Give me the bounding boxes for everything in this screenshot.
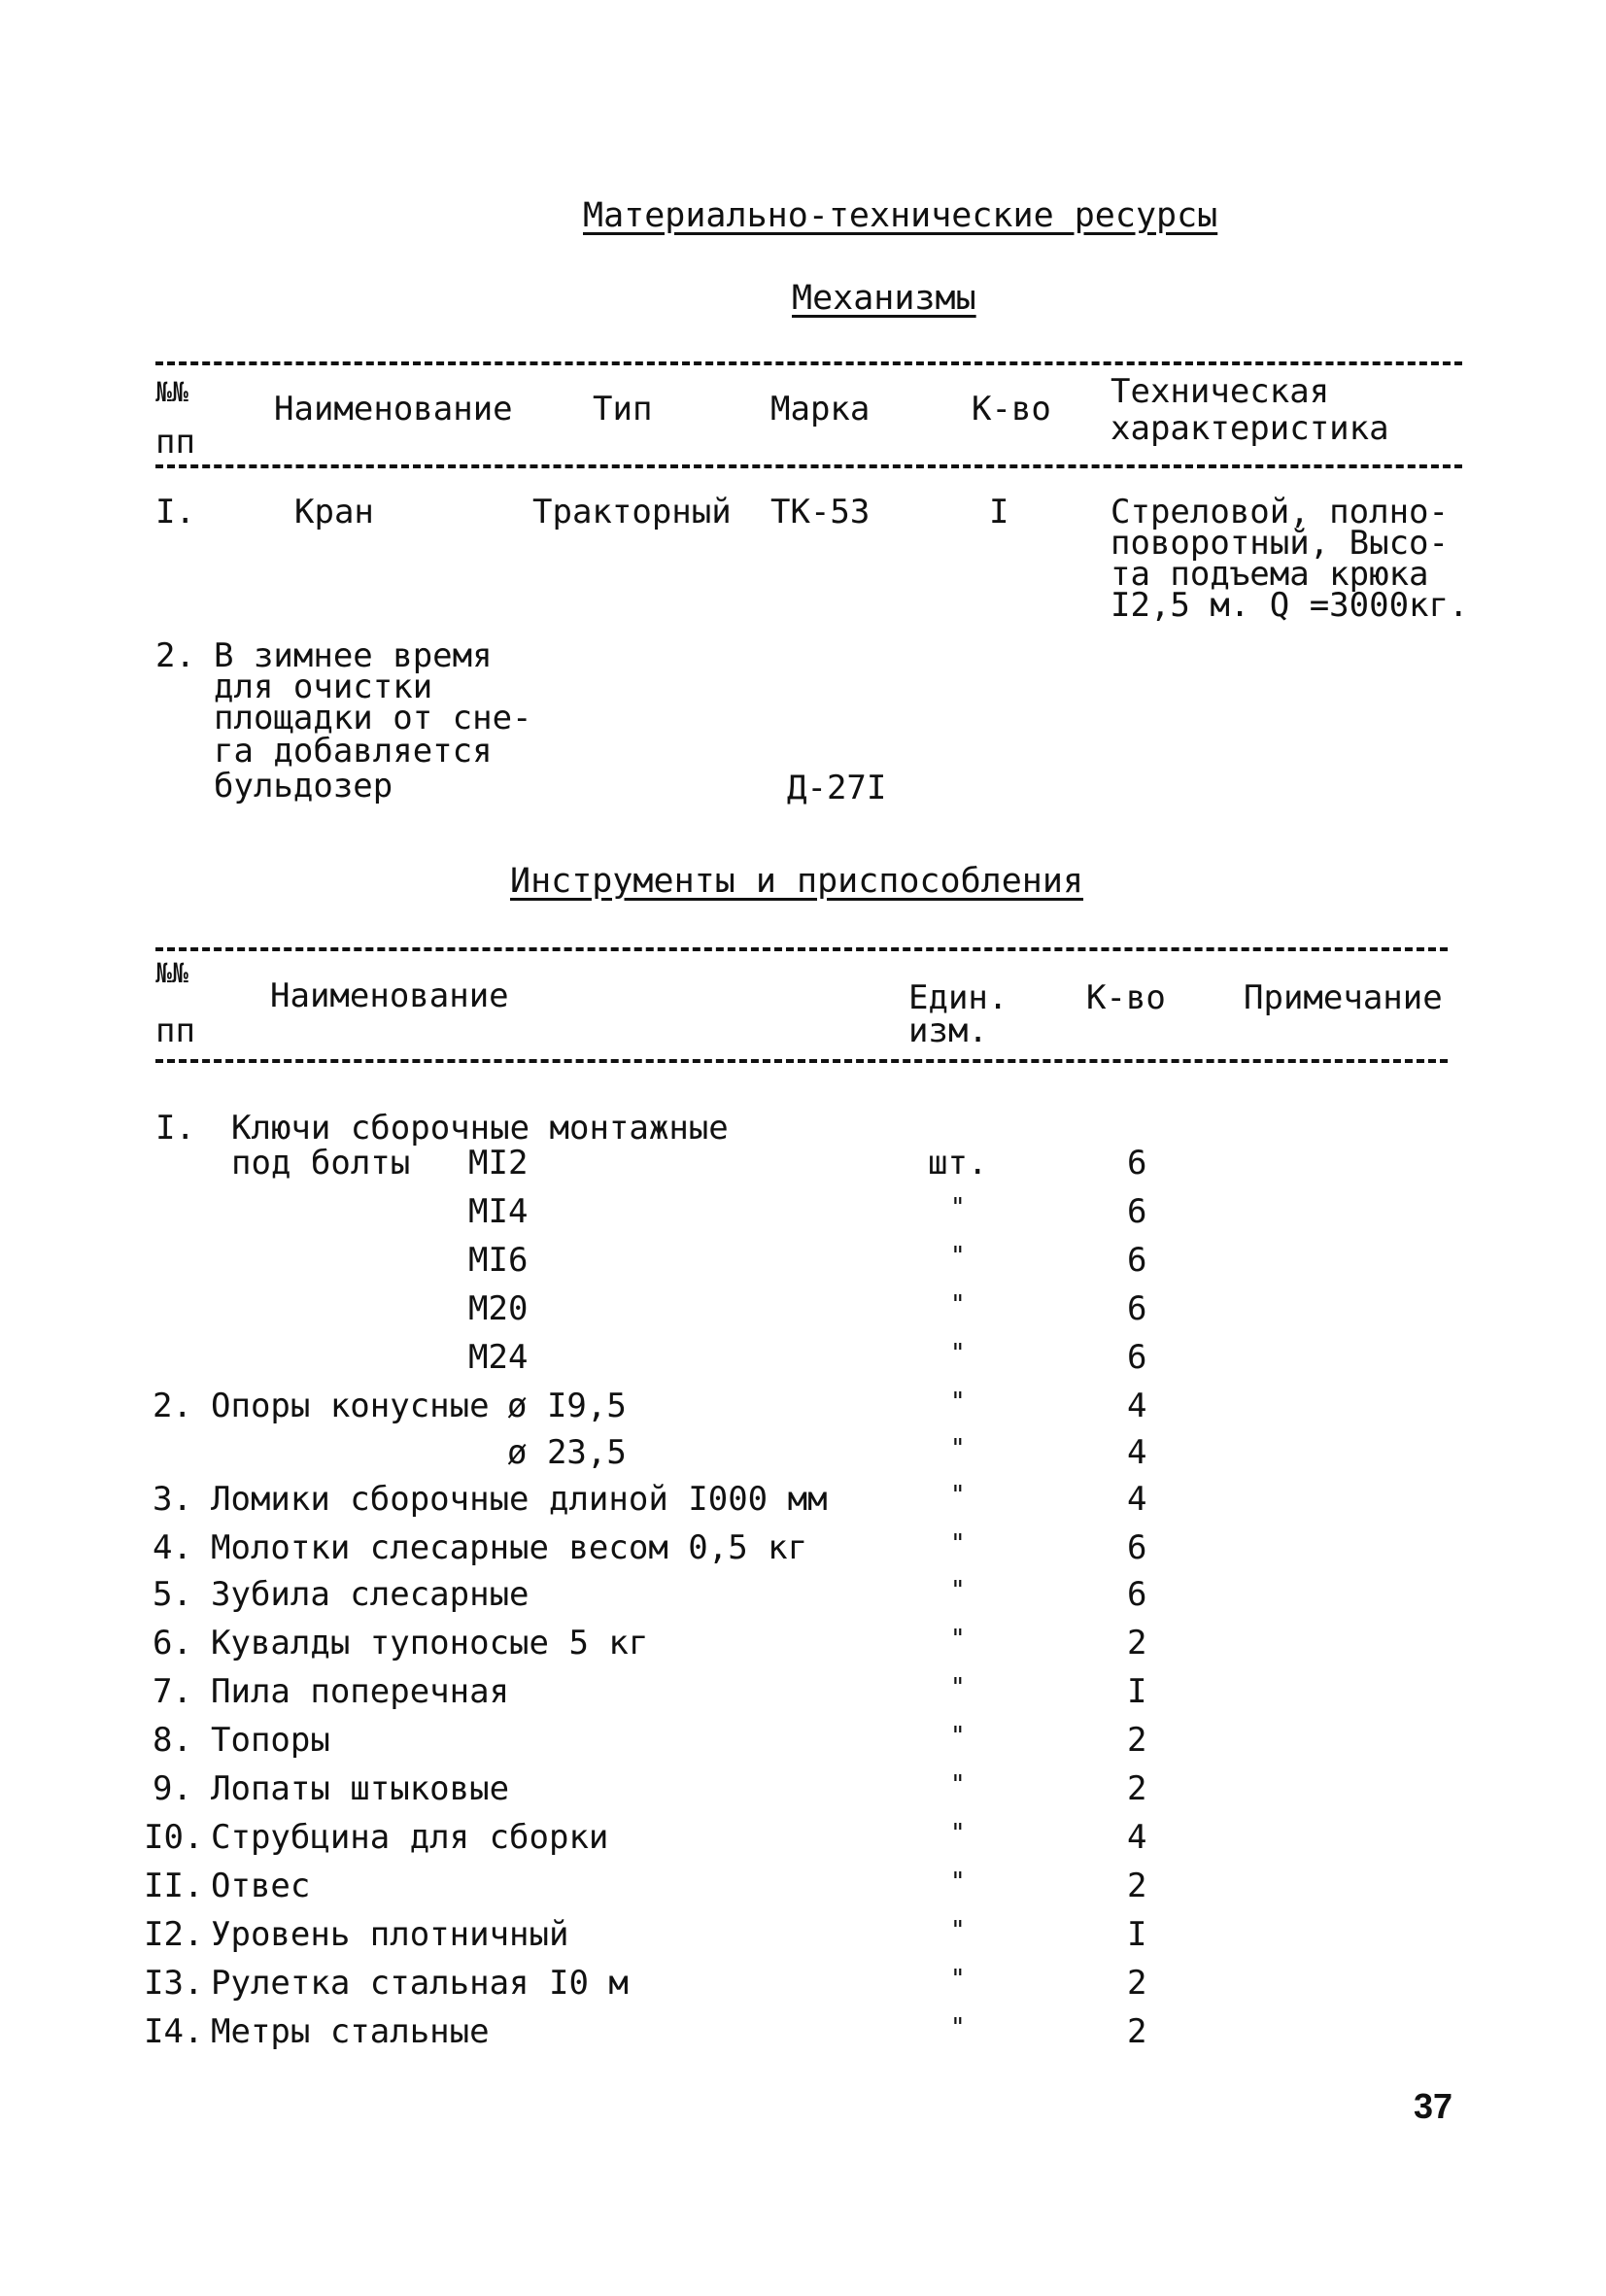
header-note: Примечание: [1244, 978, 1443, 1017]
table-rule: [155, 361, 1462, 365]
row-qty: 4: [1127, 1433, 1147, 1472]
header-unit-line1: Един.: [908, 978, 1008, 1017]
header-num-top: №№: [155, 376, 188, 408]
row-name-line: В зимнее время: [214, 636, 493, 675]
row-num: I0.: [144, 1818, 204, 1857]
row-qty: 2: [1127, 1769, 1147, 1808]
row-name: Рулетка стальная I0 м: [211, 1964, 629, 2003]
header-num-top: №№: [155, 957, 188, 989]
row-unit: ": [950, 1529, 966, 1559]
row-unit: ": [950, 1965, 966, 1994]
row-num: I.: [155, 1109, 195, 1148]
row-qty: 6: [1127, 1575, 1147, 1614]
tools-title: Инструменты и приспособления: [510, 862, 1084, 901]
row-qty: I: [1127, 1672, 1147, 1711]
row-spec-line: Стреловой, полно-: [1111, 493, 1449, 531]
row-unit: ": [950, 1388, 966, 1417]
page-number: 37: [1414, 2086, 1453, 2126]
row-name: Отвес: [211, 1867, 311, 1905]
row-name: Опоры конусные: [211, 1387, 490, 1425]
row-size: ø I9,5: [507, 1387, 627, 1425]
row-qty: 6: [1127, 1289, 1147, 1328]
row-name-line: площадки от сне-: [214, 699, 532, 737]
header-type: Тип: [593, 390, 653, 428]
table-rule: [155, 464, 1462, 468]
header-spec-line2: характеристика: [1111, 409, 1389, 448]
header-name: Наименование: [270, 977, 509, 1015]
row-name: Кран: [294, 493, 374, 531]
row-num: 3.: [153, 1480, 192, 1519]
row-qty: 4: [1127, 1818, 1147, 1857]
row-spec-line: поворотный, Высо-: [1111, 524, 1449, 563]
row-num: 2.: [153, 1387, 192, 1425]
row-num: II.: [144, 1867, 204, 1905]
row-unit: ": [950, 1481, 966, 1510]
row-num: 7.: [153, 1672, 192, 1711]
row-name: Ключи сборочные монтажные: [231, 1109, 729, 1148]
row-unit: ": [950, 1290, 966, 1319]
header-spec-line1: Техническая: [1111, 372, 1330, 411]
row-name: Струбцина для сборки: [211, 1818, 609, 1857]
row-qty: 4: [1127, 1480, 1147, 1519]
row-unit: ": [950, 1434, 966, 1463]
row-qty: 4: [1127, 1387, 1147, 1425]
row-name: Ломики сборочные длиной I000 мм: [211, 1480, 828, 1519]
row-num: 2.: [155, 636, 195, 675]
row-spec-line: та подъема крюка: [1111, 555, 1429, 594]
row-unit: ": [950, 1242, 966, 1271]
row-size: М20: [468, 1289, 529, 1328]
row-unit: ": [950, 1916, 966, 1945]
row-num: I3.: [144, 1964, 204, 2003]
row-name: Топоры: [211, 1721, 330, 1760]
header-brand: Марка: [770, 390, 871, 428]
row-unit: ": [950, 1819, 966, 1848]
row-unit: ": [950, 1193, 966, 1222]
row-size: М24: [468, 1338, 529, 1377]
header-num-bottom: пп: [155, 1011, 195, 1050]
row-num: 5.: [153, 1575, 192, 1614]
row-name-line: га добавляется: [214, 732, 493, 771]
row-unit: шт.: [928, 1144, 988, 1182]
row-num: 6.: [153, 1624, 192, 1662]
row-name: Лопаты штыковые: [211, 1769, 510, 1808]
row-num: I.: [155, 493, 195, 531]
row-unit: ": [950, 1770, 966, 1799]
row-brand: ТК-53: [770, 493, 871, 531]
row-unit: ": [950, 1576, 966, 1605]
row-name: Молотки слесарные весом 0,5 кг: [211, 1528, 808, 1567]
row-qty: 2: [1127, 1721, 1147, 1760]
row-name: Зубила слесарные: [211, 1575, 530, 1614]
row-qty: 6: [1127, 1528, 1147, 1567]
row-num: 8.: [153, 1721, 192, 1760]
row-unit: ": [950, 1868, 966, 1897]
row-name: Уровень плотничный: [211, 1915, 569, 1954]
row-num: 9.: [153, 1769, 192, 1808]
row-num: 4.: [153, 1528, 192, 1567]
row-name: Кувалды тупоносые 5 кг: [211, 1624, 649, 1662]
row-name: Пила поперечная: [211, 1672, 510, 1711]
row-qty: 2: [1127, 1867, 1147, 1905]
header-qty: К-во: [1086, 978, 1166, 1017]
row-unit: ": [950, 1722, 966, 1751]
header-name: Наименование: [274, 390, 513, 428]
mechanisms-title: Механизмы: [792, 279, 976, 318]
row-name: под болты: [231, 1144, 411, 1182]
row-size: МI4: [468, 1192, 529, 1231]
row-qty: I: [1127, 1915, 1147, 1954]
row-name-line: бульдозер: [214, 767, 393, 805]
row-unit: ": [950, 1673, 966, 1702]
row-qty: I: [989, 493, 1009, 531]
row-qty: 2: [1127, 1964, 1147, 2003]
row-unit: ": [950, 2013, 966, 2042]
row-type: Тракторный: [532, 493, 732, 531]
table-rule: [155, 947, 1448, 951]
row-name: Метры стальные: [211, 2012, 490, 2051]
row-qty: 6: [1127, 1144, 1147, 1182]
table-rule: [155, 1059, 1448, 1063]
row-name-line: для очистки: [214, 668, 433, 706]
row-qty: 2: [1127, 2012, 1147, 2051]
header-num-bottom: пп: [155, 423, 195, 462]
row-brand: Д-27I: [787, 769, 887, 807]
row-spec-line: I2,5 м. Q =3000кг.: [1111, 586, 1469, 625]
row-num: I4.: [144, 2012, 204, 2051]
row-qty: 6: [1127, 1241, 1147, 1280]
row-qty: 6: [1127, 1338, 1147, 1377]
row-unit: ": [950, 1625, 966, 1654]
row-size: МI2: [468, 1144, 529, 1182]
page-title: Материально-технические ресурсы: [583, 196, 1218, 235]
header-qty: К-во: [972, 390, 1051, 428]
row-unit: ": [950, 1339, 966, 1368]
row-qty: 2: [1127, 1624, 1147, 1662]
row-size: МI6: [468, 1241, 529, 1280]
row-num: I2.: [144, 1915, 204, 1954]
header-unit-line2: изм.: [908, 1011, 988, 1050]
row-qty: 6: [1127, 1192, 1147, 1231]
row-size: ø 23,5: [507, 1433, 627, 1472]
